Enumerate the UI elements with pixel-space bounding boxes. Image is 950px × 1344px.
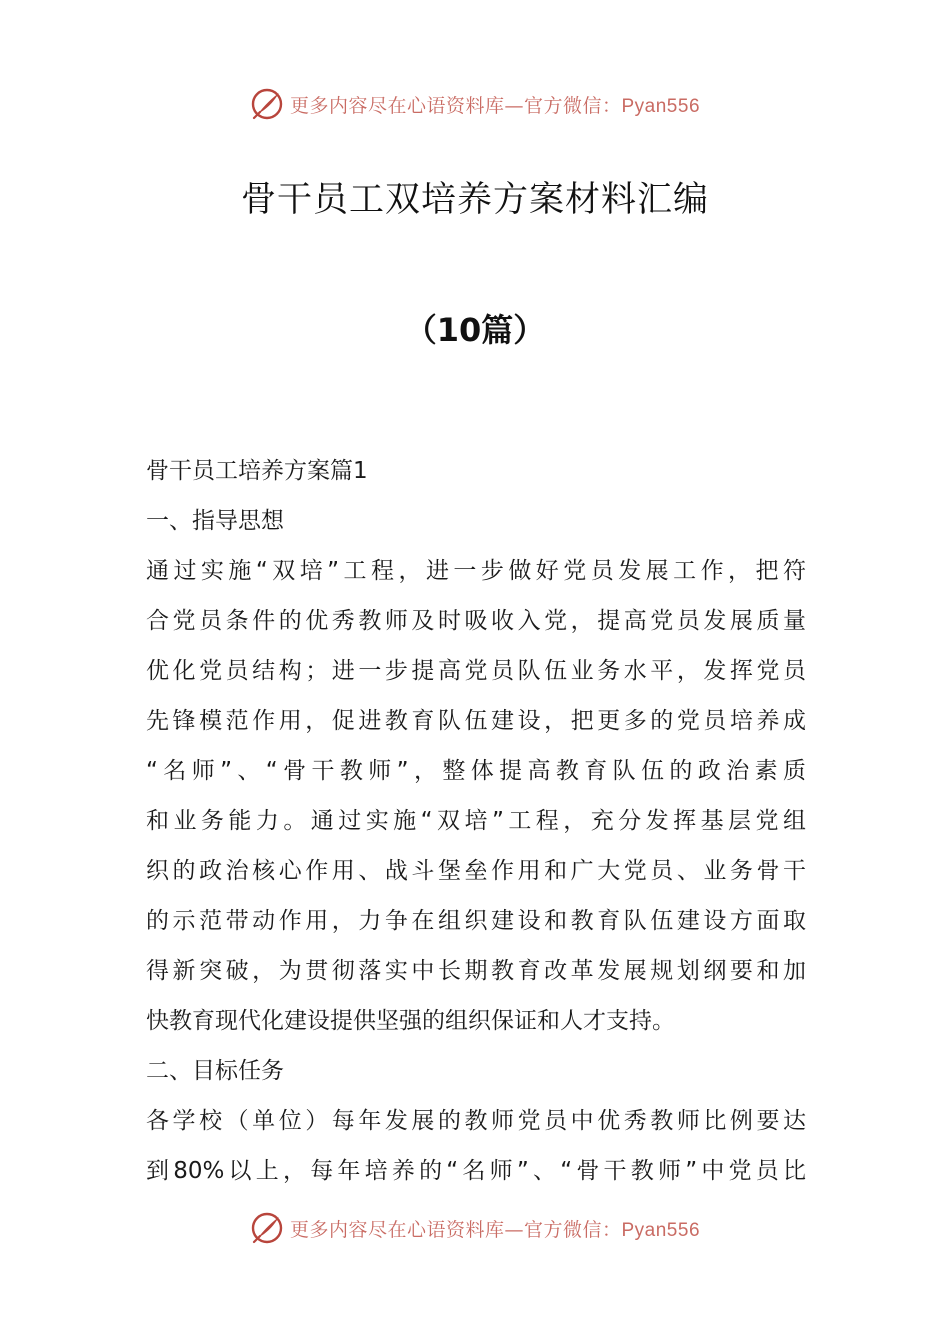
document-subtitle: （10篇） <box>404 311 546 349</box>
paragraph-line: 快教育现代化建设提供坚强的组织保证和人才支持。 <box>146 1008 675 1034</box>
document-title: 骨干员工双培养方案材料汇编 <box>240 180 709 220</box>
paragraph-line: 优化党员结构；进一步提高党员队伍业务水平，发挥党员 <box>146 658 806 684</box>
watermark-header <box>0 84 950 124</box>
subheading: 二、目标任务 <box>146 1058 284 1084</box>
paragraph-line: “名师”、“骨干教师”，整体提高教育队伍的政治素质 <box>146 758 806 784</box>
document-body <box>146 446 806 1196</box>
paragraph-line: 的示范带动作用，力争在组织建设和教育队伍建设方面取 <box>146 908 806 934</box>
watermark-footer <box>0 1208 950 1248</box>
pen-feather-logo-icon <box>250 87 284 121</box>
paragraph-line: 织的政治核心作用、战斗堡垒作用和广大党员、业务骨干 <box>146 858 806 884</box>
watermark-text: 更多内容尽在心语资料库—官方微信：Pyan556 <box>289 94 701 117</box>
paragraph-line: 得新突破，为贯彻落实中长期教育改革发展规划纲要和加 <box>146 958 806 984</box>
paragraph-line: 合党员条件的优秀教师及时吸收入党，提高党员发展质量 <box>146 608 806 634</box>
subheading: 一、指导思想 <box>146 508 284 534</box>
paragraph-line: 到80%以上，每年培养的“名师”、“骨干教师”中党员比 <box>146 1158 806 1184</box>
section-heading: 骨干员工培养方案篇1 <box>146 458 368 484</box>
pen-feather-logo-icon <box>250 1211 284 1245</box>
watermark-text: 更多内容尽在心语资料库—官方微信：Pyan556 <box>289 1218 701 1241</box>
paragraph-line: 先锋模范作用，促进教育队伍建设，把更多的党员培养成 <box>146 708 806 734</box>
paragraph-line: 通过实施“双培”工程，进一步做好党员发展工作，把符 <box>146 558 806 584</box>
paragraph-line: 各学校（单位）每年发展的教师党员中优秀教师比例要达 <box>146 1108 806 1134</box>
paragraph-line: 和业务能力。通过实施“双培”工程，充分发挥基层党组 <box>146 808 806 834</box>
